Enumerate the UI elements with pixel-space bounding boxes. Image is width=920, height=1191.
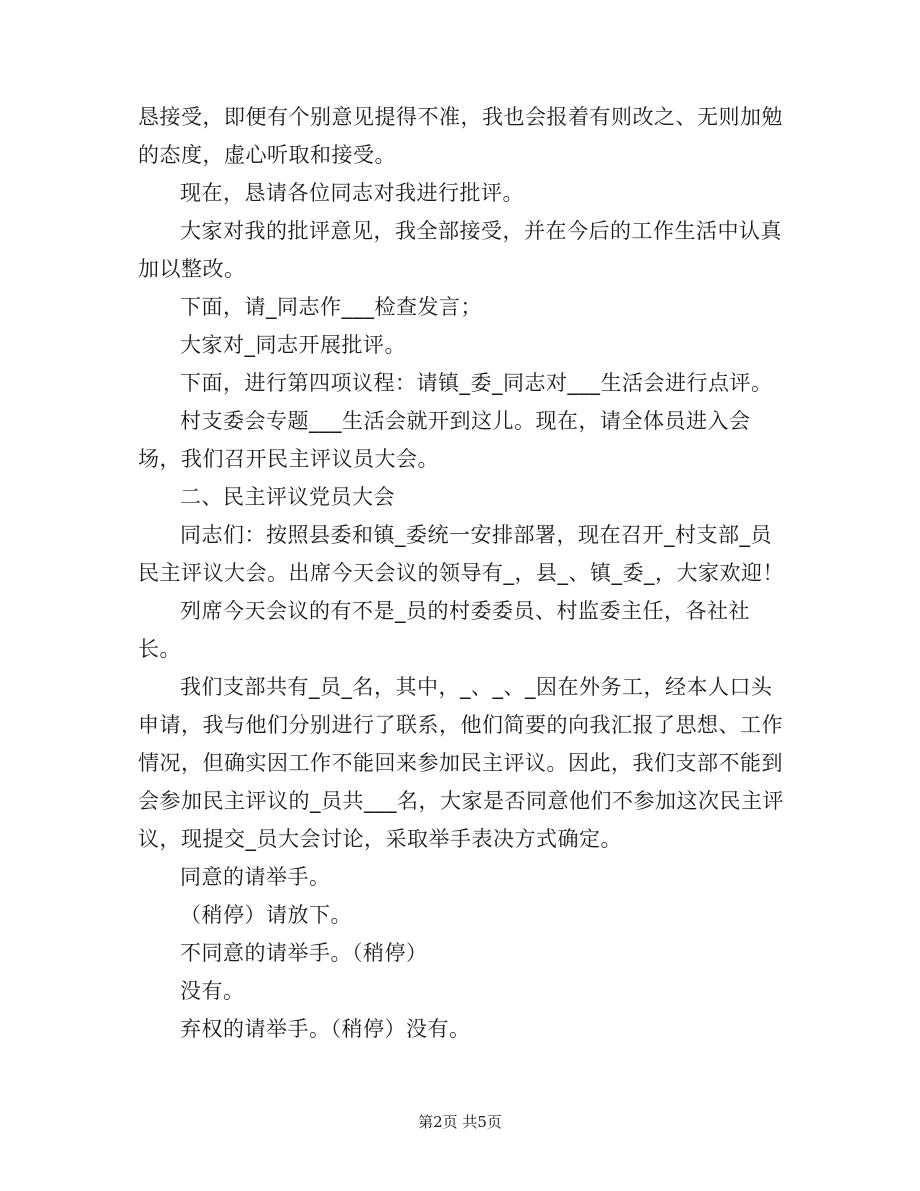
paragraph: 大家对_同志开展批评。 [180, 333, 406, 357]
section-heading: 二、民主评议党员大会 [180, 485, 395, 509]
paragraph: 村支委会专题___生活会就开到这儿。现在，请全体员进入会场，我们召开民主评议员大会。 [138, 409, 751, 471]
paragraph: 没有。 [180, 979, 245, 1003]
paragraph: 弃权的请举手。（稍停）没有。 [180, 1017, 471, 1041]
document-body [138, 98, 788, 1048]
paragraph: 下面，进行第四项议程：请镇_委_同志对___生活会进行点评。 [180, 371, 773, 395]
paragraph: 不同意的请举手。（稍停） [180, 941, 428, 965]
paragraph: 下面，请_同志作___检查发言； [180, 295, 482, 319]
paragraph: 列席今天会议的有不是_员的村委委员、村监委主任，各社社长。 [138, 599, 750, 661]
paragraph: 我们支部共有_员_名，其中，_、_、_因在外务工，经本人口头申请，我与他们分别进行了联系，他们简要的向我汇报了思想、工作情况，但确实因工作不能回来参加民主评议。因此，我们支部不能到会参加民主评议的_员共___名，大家是否同意他们不参加这次民主评议，现提交_员大会讨论，采取举手表决方式确定。 [138, 675, 784, 851]
paragraph: 同志们：按照县委和镇_委统一安排部署，现在召开_村支部_员民主评议大会。出席今天会议的领导有_，县_、镇_委_，大家欢迎！ [138, 523, 784, 585]
page-number-footer: 第2页 共5页 [418, 1113, 502, 1131]
paragraph: 大家对我的批评意见，我全部接受，并在今后的工作生活中认真加以整改。 [138, 219, 782, 281]
paragraph: 同意的请举手。 [180, 865, 331, 889]
paragraph: 恳接受，即便有个别意见提得不准，我也会报着有则改之、无则加勉的态度，虚心听取和接受。 [138, 105, 783, 167]
paragraph: （稍停）请放下。 [180, 903, 352, 927]
paragraph: 现在，恳请各位同志对我进行批评。 [180, 181, 524, 205]
